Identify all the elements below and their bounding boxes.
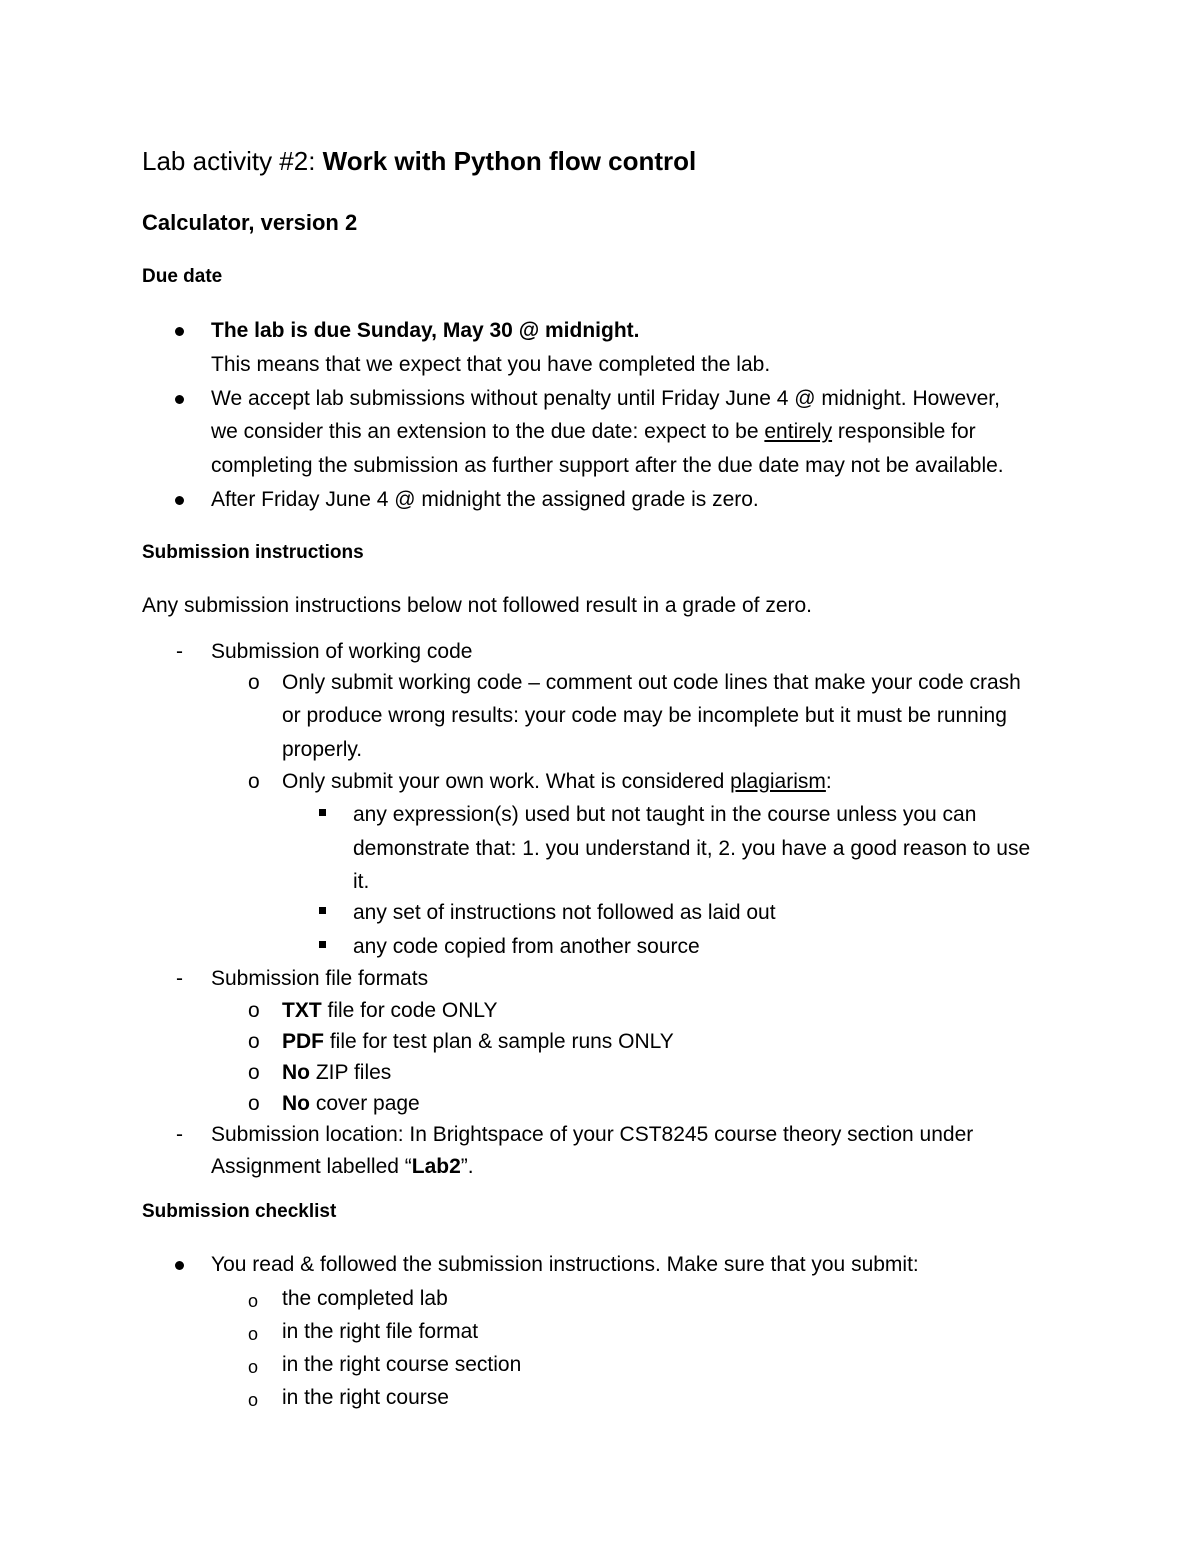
- due-date-heading: Due date: [142, 266, 223, 287]
- text-span: file for code ONLY: [321, 999, 498, 1022]
- location-line-2: [211, 1154, 474, 1180]
- circle-marker: o: [248, 1291, 259, 1311]
- circle-marker: o: [248, 770, 260, 793]
- dash-marker: -: [176, 640, 183, 663]
- underlined-text: entirely: [764, 420, 833, 443]
- bullet-icon: [175, 496, 184, 505]
- checklist-item: in the right file format: [282, 1320, 479, 1343]
- plagiarism-item-1-line-1: any expression(s) used but not taught in the course unless you can: [353, 803, 977, 826]
- checklist-item: in the right course: [282, 1386, 449, 1409]
- text-span: ZIP files: [310, 1061, 392, 1084]
- circle-marker: o: [248, 671, 260, 694]
- text-span: file for test plan & sample runs ONLY: [324, 1030, 674, 1053]
- text-span: Assignment labelled “: [211, 1155, 412, 1178]
- bullet-icon: [175, 395, 184, 404]
- square-bullet-icon: [319, 809, 326, 816]
- working-code-item-2: [282, 769, 832, 795]
- bold-text: No: [282, 1092, 310, 1115]
- working-code-item-1-line-3: properly.: [282, 738, 363, 761]
- page-subtitle: Calculator, version 2: [142, 210, 358, 235]
- bullet-icon: [175, 1261, 184, 1270]
- circle-marker: o: [248, 1357, 259, 1377]
- circle-marker: o: [248, 1092, 260, 1115]
- plagiarism-item-1-line-3: it.: [353, 870, 370, 893]
- plagiarism-item-2: any set of instructions not followed as laid out: [353, 901, 776, 924]
- due-bullet-1: The lab is due Sunday, May 30 @ midnight.: [211, 319, 640, 342]
- circle-marker: o: [248, 1061, 260, 1084]
- format-item-4: [282, 1091, 420, 1117]
- working-code-label: Submission of working code: [211, 640, 473, 663]
- format-item-2: [282, 1029, 674, 1055]
- bold-text: Lab2: [411, 1155, 461, 1178]
- circle-marker: o: [248, 1324, 259, 1344]
- bold-text: No: [282, 1061, 310, 1084]
- square-bullet-icon: [319, 907, 326, 914]
- checklist-bullet-1: You read & followed the submission instructions. Make sure that you submit:: [211, 1253, 919, 1276]
- circle-marker: o: [248, 999, 260, 1022]
- file-formats-label: Submission file formats: [211, 967, 429, 990]
- due-bullet-1-line-2: This means that we expect that you have completed the lab.: [211, 353, 771, 376]
- text-span: ”.: [460, 1155, 474, 1178]
- page-title: [142, 145, 696, 177]
- submission-intro: Any submission instructions below not followed result in a grade of zero.: [142, 594, 813, 617]
- dash-marker: -: [176, 967, 183, 990]
- due-bullet-3: After Friday June 4 @ midnight the assigned grade is zero.: [211, 488, 759, 511]
- text-span: :: [825, 770, 832, 793]
- text-span: responsible for: [832, 420, 976, 443]
- working-code-item-1-line-2: or produce wrong results: your code may be incomplete but it must be running: [282, 704, 1007, 727]
- plagiarism-item-1-line-2: demonstrate that: 1. you understand it, 2. you have a good reason to use: [353, 837, 1031, 860]
- submission-heading: Submission instructions: [142, 542, 364, 563]
- format-item-3: [282, 1060, 391, 1086]
- bold-text: PDF: [282, 1030, 324, 1053]
- format-item-1: [282, 998, 498, 1024]
- text-span: we consider this an extension to the due date: expect to be: [211, 420, 765, 443]
- due-bullet-2-line-1: We accept lab submissions without penalty until Friday June 4 @ midnight. However,: [211, 387, 1000, 410]
- title-prefix: Lab activity #2:: [142, 146, 323, 176]
- bullet-icon: [175, 327, 184, 336]
- working-code-item-1-line-1: Only submit working code – comment out code lines that make your code crash: [282, 671, 1021, 694]
- due-bullet-2-line-2: [211, 419, 976, 445]
- title-bold: Work with Python flow control: [322, 146, 697, 176]
- circle-marker: o: [248, 1030, 260, 1053]
- due-bullet-2-line-3: completing the submission as further support after the due date may not be available.: [211, 454, 1004, 477]
- checklist-item: in the right course section: [282, 1353, 522, 1376]
- plagiarism-item-3: any code copied from another source: [353, 935, 700, 958]
- underlined-text: plagiarism: [730, 770, 826, 793]
- bold-text: TXT: [282, 999, 322, 1022]
- circle-marker: o: [248, 1390, 259, 1410]
- checklist-item: the completed lab: [282, 1287, 448, 1310]
- checklist-heading: Submission checklist: [142, 1201, 337, 1222]
- square-bullet-icon: [319, 941, 326, 948]
- dash-marker: -: [176, 1123, 183, 1146]
- text-span: Only submit your own work. What is considered: [282, 770, 731, 793]
- text-span: cover page: [310, 1092, 420, 1115]
- location-line-1: Submission location: In Brightspace of your CST8245 course theory section under: [211, 1123, 974, 1146]
